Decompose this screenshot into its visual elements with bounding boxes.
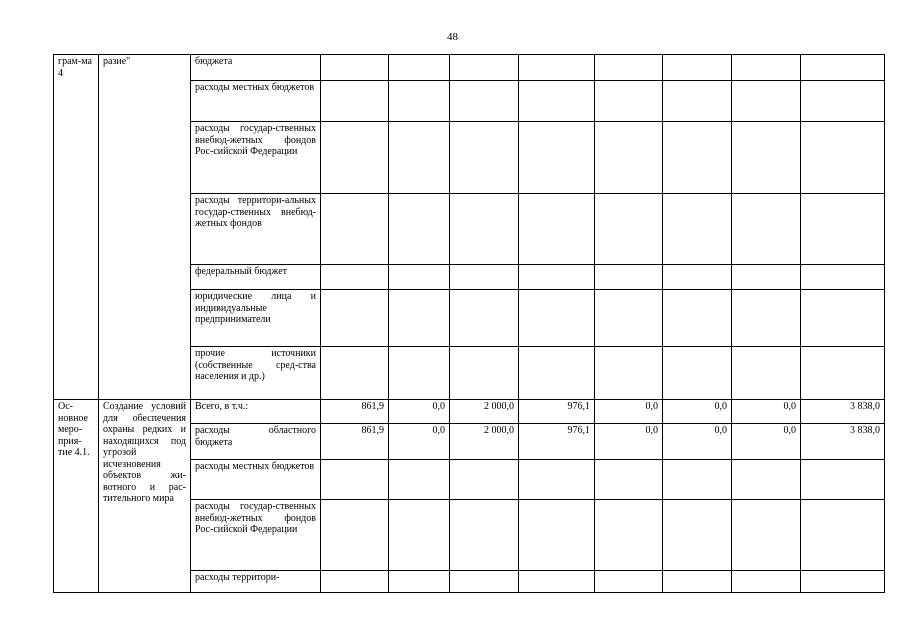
value-cell xyxy=(801,571,885,593)
value-cell: 3 838,0 xyxy=(801,424,885,460)
value-cell xyxy=(663,460,732,500)
value-cell xyxy=(389,347,450,400)
value-cell xyxy=(663,122,732,194)
value-cell xyxy=(389,460,450,500)
value-cell xyxy=(732,55,801,81)
value-cell xyxy=(519,460,595,500)
value-cell xyxy=(595,81,663,122)
value-cell: 0,0 xyxy=(389,424,450,460)
funding-source-cell: расходы государ-ственных внебюд-жетных фондов Рос-сийской Федерации xyxy=(191,500,321,571)
value-cell xyxy=(321,460,389,500)
value-cell xyxy=(801,500,885,571)
value-cell: 0,0 xyxy=(389,400,450,424)
value-cell xyxy=(732,460,801,500)
value-cell xyxy=(595,290,663,347)
funding-source-cell: юридические лица и индивидуальные предприниматели xyxy=(191,290,321,347)
value-cell xyxy=(801,347,885,400)
value-cell xyxy=(663,290,732,347)
value-cell xyxy=(450,55,519,81)
funding-source-cell: расходы областного бюджета xyxy=(191,424,321,460)
value-cell xyxy=(595,55,663,81)
value-cell xyxy=(519,290,595,347)
value-cell: 0,0 xyxy=(732,424,801,460)
value-cell: 2 000,0 xyxy=(450,400,519,424)
table-row xyxy=(54,400,885,424)
value-cell xyxy=(801,290,885,347)
value-cell xyxy=(732,81,801,122)
value-cell xyxy=(321,122,389,194)
value-cell xyxy=(801,81,885,122)
program-name-cell: Создание условий для обеспечения охраны редких и находящихся под угрозой исчезновения объектов жи-вотного и рас-тительного мира xyxy=(99,400,191,593)
value-cell xyxy=(389,122,450,194)
value-cell xyxy=(595,122,663,194)
value-cell xyxy=(450,460,519,500)
value-cell xyxy=(519,194,595,265)
value-cell: 0,0 xyxy=(732,400,801,424)
funding-source-cell: расходы территори- xyxy=(191,571,321,593)
value-cell: 861,9 xyxy=(321,400,389,424)
value-cell xyxy=(450,347,519,400)
funding-source-cell: Всего, в т.ч.: xyxy=(191,400,321,424)
value-cell xyxy=(732,290,801,347)
value-cell: 0,0 xyxy=(663,400,732,424)
budget-table xyxy=(53,54,885,593)
value-cell xyxy=(595,500,663,571)
value-cell xyxy=(321,265,389,290)
funding-source-cell: расходы государ-ственных внебюд-жетных фондов Рос-сийской Федерации xyxy=(191,122,321,194)
value-cell xyxy=(595,347,663,400)
program-name-cell: разие" xyxy=(99,55,191,400)
value-cell xyxy=(595,194,663,265)
value-cell xyxy=(321,290,389,347)
value-cell xyxy=(519,500,595,571)
value-cell: 0,0 xyxy=(595,424,663,460)
value-cell xyxy=(732,347,801,400)
value-cell xyxy=(595,571,663,593)
value-cell xyxy=(389,81,450,122)
value-cell xyxy=(519,81,595,122)
value-cell xyxy=(595,265,663,290)
value-cell xyxy=(663,265,732,290)
table-row xyxy=(54,55,885,81)
value-cell xyxy=(321,571,389,593)
value-cell xyxy=(321,81,389,122)
value-cell xyxy=(519,55,595,81)
value-cell xyxy=(663,347,732,400)
funding-source-cell: федеральный бюджет xyxy=(191,265,321,290)
funding-source-cell: расходы территори-альных государ-ственных внебюд-жетных фондов xyxy=(191,194,321,265)
value-cell xyxy=(519,347,595,400)
value-cell xyxy=(450,571,519,593)
program-code-cell: Ос-новное меро-прия-тие 4.1. xyxy=(54,400,99,593)
funding-source-cell: расходы местных бюджетов xyxy=(191,81,321,122)
page-number: 48 xyxy=(447,31,458,43)
funding-source-cell: бюджета xyxy=(191,55,321,81)
value-cell xyxy=(519,571,595,593)
value-cell xyxy=(663,194,732,265)
value-cell xyxy=(321,194,389,265)
value-cell xyxy=(389,500,450,571)
value-cell xyxy=(389,571,450,593)
value-cell xyxy=(321,347,389,400)
value-cell xyxy=(321,55,389,81)
value-cell xyxy=(450,122,519,194)
value-cell xyxy=(519,265,595,290)
value-cell xyxy=(389,194,450,265)
value-cell xyxy=(801,265,885,290)
program-code-cell: грам-ма 4 xyxy=(54,55,99,400)
value-cell xyxy=(595,460,663,500)
value-cell xyxy=(801,194,885,265)
value-cell xyxy=(663,55,732,81)
value-cell xyxy=(663,571,732,593)
value-cell xyxy=(801,460,885,500)
value-cell xyxy=(732,122,801,194)
value-cell xyxy=(732,265,801,290)
value-cell xyxy=(732,194,801,265)
value-cell: 976,1 xyxy=(519,424,595,460)
value-cell: 0,0 xyxy=(663,424,732,460)
value-cell: 0,0 xyxy=(595,400,663,424)
funding-source-cell: расходы местных бюджетов xyxy=(191,460,321,500)
value-cell: 976,1 xyxy=(519,400,595,424)
value-cell xyxy=(519,122,595,194)
value-cell xyxy=(663,81,732,122)
value-cell xyxy=(801,55,885,81)
value-cell xyxy=(389,290,450,347)
value-cell xyxy=(321,500,389,571)
value-cell xyxy=(450,265,519,290)
value-cell xyxy=(389,55,450,81)
value-cell xyxy=(450,81,519,122)
value-cell xyxy=(663,500,732,571)
value-cell: 3 838,0 xyxy=(801,400,885,424)
value-cell xyxy=(801,122,885,194)
value-cell: 861,9 xyxy=(321,424,389,460)
funding-source-cell: прочие источники (собственные сред-ства населения и др.) xyxy=(191,347,321,400)
value-cell: 2 000,0 xyxy=(450,424,519,460)
value-cell xyxy=(732,571,801,593)
value-cell xyxy=(732,500,801,571)
value-cell xyxy=(450,500,519,571)
value-cell xyxy=(450,194,519,265)
value-cell xyxy=(389,265,450,290)
value-cell xyxy=(450,290,519,347)
